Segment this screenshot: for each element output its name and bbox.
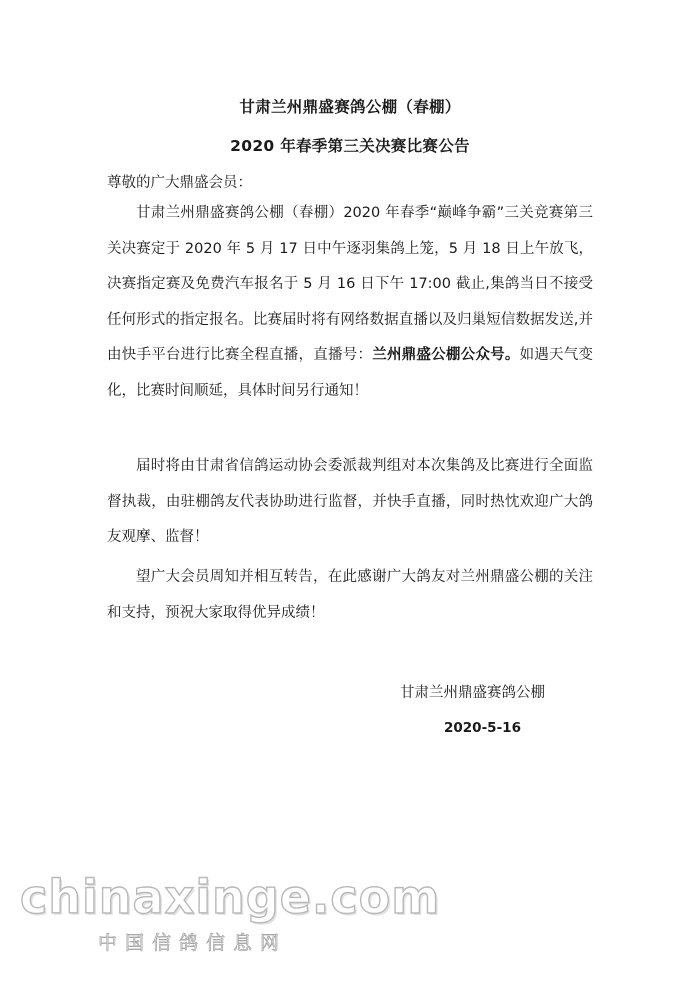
paragraph-thanks: 望广大会员周知并相互转告，在此感谢广大鸽友对兰州鼎盛公棚的关注和支持，预祝大家取得优异成绩！ bbox=[107, 569, 593, 621]
announcement-title-line2: 2020 年春季第三关决赛比赛公告 bbox=[230, 137, 470, 155]
watermark-subtitle: 中国信鸽信息网 bbox=[98, 932, 288, 954]
signature-date: 2020-5-16 bbox=[444, 720, 521, 736]
announcement-title-line1: 甘肃兰州鼎盛赛鸽公棚（春棚） bbox=[239, 98, 461, 116]
signature-organization: 甘肃兰州鼎盛赛鸽公棚 bbox=[400, 685, 545, 701]
watermark-logo-text: chinaxinge.com bbox=[20, 870, 441, 924]
paragraph-schedule bbox=[107, 196, 593, 409]
paragraph-supervision: 届时将由甘肃省信鸽运动协会委派裁判组对本次集鸽及比赛进行全面监督执裁，由驻棚鸽友代表协助进行监督，并快手直播，同时热忱欢迎广大鸽友观摩、监督！ bbox=[107, 458, 593, 545]
paragraph-schedule-weather-text: 如遇天气变化，比赛时间顺延，具体时间另行通知！ bbox=[107, 347, 593, 399]
salutation: 尊敬的广大鼎盛会员： bbox=[107, 175, 252, 191]
paragraph-schedule-text: 甘肃兰州鼎盛赛鸽公棚（春棚）2020 年春季“巅峰争霸”三关竞赛第三关决赛定于 2020 年 5 月 17 日中午逐羽集鸽上笼，5 月 18 日上午放飞，决赛指定赛及免费汽车报名于 5 月 16 日下午 17:00 截止,集鸽当日不接受任何形式的指定报名。比赛届时将有网络数据直播以及归巢短信数据发送,并由快手平台进行比赛全程直播，直播号： bbox=[107, 205, 593, 363]
livestream-account-name: 兰州鼎盛公棚公众号。 bbox=[372, 347, 520, 363]
